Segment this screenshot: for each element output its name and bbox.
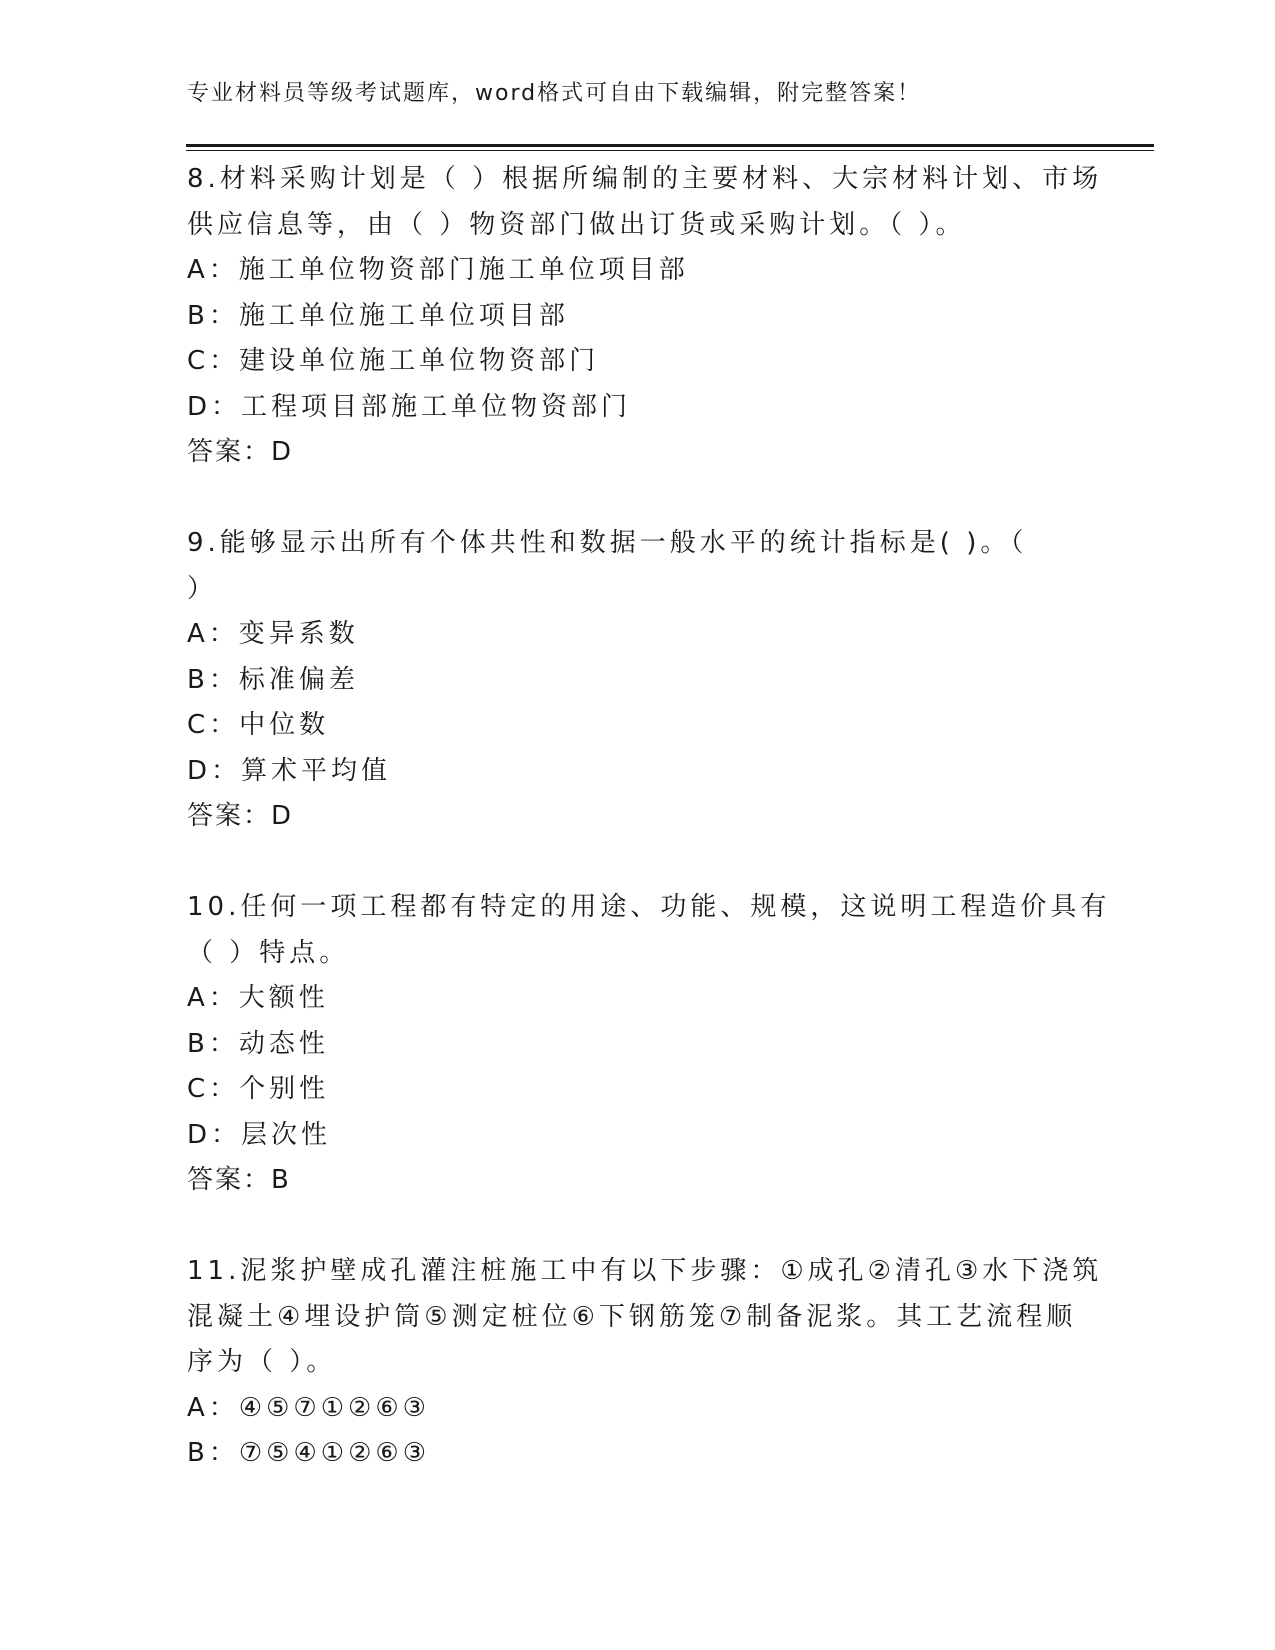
option-b: B：施工单位施工单位项目部	[187, 300, 569, 331]
question-text-line: 序为（ ）。	[187, 1347, 337, 1377]
question-text-line: 11.泥浆护壁成孔灌注桩施工中有以下步骤：①成孔②清孔③水下浇筑	[187, 1256, 1103, 1286]
question-text-line: （ ）特点。	[187, 937, 350, 968]
header-rule-thin	[186, 150, 1154, 151]
question-block-8	[187, 157, 1103, 476]
answer-line: 答案：D	[187, 801, 294, 831]
question-list	[187, 157, 1111, 1477]
spacer	[187, 840, 1087, 886]
option-a: A：变异系数	[187, 619, 359, 649]
question-text-line: 10.任何一项工程都有特定的用途、功能、规模，这说明工程造价具有	[187, 892, 1111, 922]
option-c: C：中位数	[187, 710, 330, 740]
option-a: A：施工单位物资部门施工单位项目部	[187, 255, 689, 285]
spacer	[187, 476, 1087, 522]
option-b: B：标准偏差	[187, 664, 359, 695]
answer-line: 答案：D	[187, 437, 294, 467]
question-block-9	[187, 521, 1087, 840]
option-c: C：建设单位施工单位物资部门	[187, 346, 600, 376]
answer-line: 答案：B	[187, 1165, 291, 1195]
question-text-line: 供应信息等，由（ ）物资部门做出订货或采购计划。（ ）。	[187, 209, 966, 240]
option-d: D：算术平均值	[187, 755, 392, 786]
spacer	[187, 1204, 1087, 1250]
option-a: A：④⑤⑦①②⑥③	[187, 1392, 430, 1423]
option-b: B：⑦⑤④①②⑥③	[187, 1438, 430, 1468]
option-d: D：工程项目部施工单位物资部门	[187, 391, 632, 422]
question-block-11	[187, 1249, 1103, 1477]
option-a: A：大额性	[187, 983, 329, 1013]
option-b: B：动态性	[187, 1028, 329, 1059]
question-text-line: 8.材料采购计划是（ ）根据所编制的主要材料、大宗材料计划、市场	[187, 164, 1103, 194]
option-c: C：个别性	[187, 1074, 330, 1104]
page-header: 专业材料员等级考试题库，word格式可自由下载编辑，附完整答案！	[187, 81, 922, 106]
question-text-line: ）	[187, 573, 218, 604]
question-text-line: 9.能够显示出所有个体共性和数据一般水平的统计指标是( )。（	[187, 528, 1028, 558]
question-text-line: 混凝土④埋设护筒⑤测定桩位⑥下钢筋笼⑦制备泥浆。其工艺流程顺	[187, 1301, 1077, 1332]
header-rule-thick	[186, 144, 1154, 147]
question-block-10	[187, 885, 1111, 1204]
option-d: D：层次性	[187, 1119, 332, 1150]
